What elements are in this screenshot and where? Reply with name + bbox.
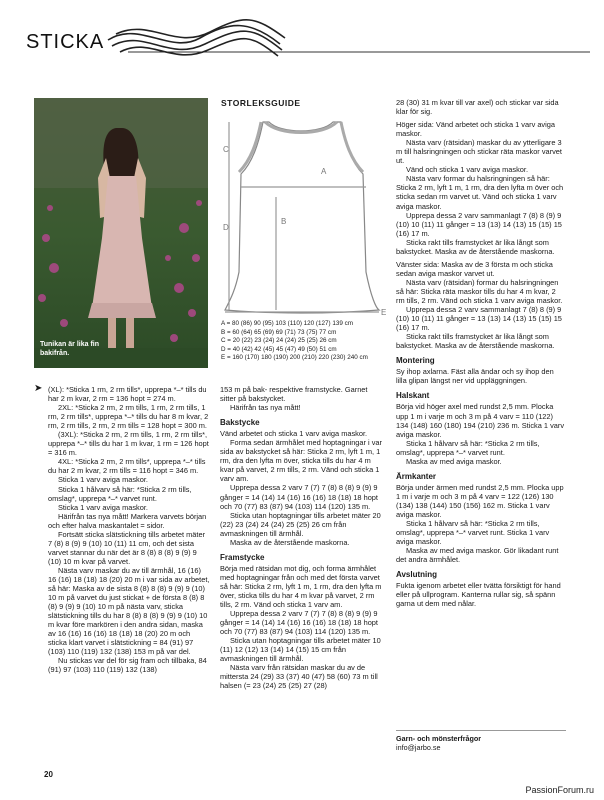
size-row-c: C = 20 (22) 23 (24) 24 (24) 25 (25) 26 cm	[221, 337, 337, 345]
paragraph: Nästa varv maskar du av till ärmhål, 16 (16) 16 (16) 18 (18) 18 (20) 20 m i var sida av arbetet, så här: Maska av de sista 8 (8) 8 (8) 9 (9) 9 (10) 10 m på varvet du just stickat + de första 8 (8) 8 (8) 9 (9) 9 (10) 10 m på nästa varv, sticka slätstickning tills du har 8 (8) 8 (8) 9 (9) 9 (10) 10 m kvar före markören i den andra sidan, maska av 16 (16) 16 (16) 18 (18) 18 (20) 20 m och sticka klart varvet i slätstickning = 84 (91) 97 (103) 110 (119) 132 (138) 153 m på var del.	[48, 565, 210, 657]
watermark: PassionForum.ru	[525, 785, 594, 795]
section-heading-framstycke: Framstycke	[220, 552, 265, 562]
contact-heading: Garn- och mönsterfrågor	[396, 734, 482, 743]
section-heading-halskant: Halskant	[396, 391, 430, 401]
section-label: STICKA	[26, 31, 105, 53]
diagram-label-d: D	[223, 223, 229, 232]
paragraph: Sticka utan hoptagningar tills arbetet mäter 10 (11) 12 (12) 13 (14) 14 (15) 15 cm från avmaskningen till ärmhål.	[220, 636, 381, 664]
paragraph: Maska av de återstående maskorna.	[230, 537, 350, 547]
section-heading-avslutning: Avslutning	[396, 570, 438, 580]
paragraph: Nästa varv formar du halsringningen så här: Sticka 2 rm, lyft 1 m, 1 rm, dra den lyfta m över och sticka sedan rm varvet ut. Vänd och sticka 1 varv aviga maskor.	[396, 174, 564, 211]
size-row-a: A = 80 (86) 90 (95) 103 (110) 120 (127) 139 cm	[221, 320, 354, 327]
photo-caption: Tunikan är lika fin bakifrån.	[40, 341, 99, 357]
paragraph: Sticka 1 varv aviga maskor.	[58, 502, 148, 512]
size-guide-title: STORLEKSGUIDE	[221, 98, 301, 108]
paragraph: Maska av med aviga maskor.	[406, 456, 502, 466]
paragraph: Maska av med aviga maskor. Gör likadant runt det andra ärmhålet.	[396, 546, 559, 565]
page-number: 20	[44, 770, 53, 779]
continuation-arrow-icon: ➤	[34, 383, 43, 394]
paragraph: Sticka 1 hålvarv så här: *Sticka 2 rm tills, omslag*, upprepa *–* varvet runt.	[396, 438, 540, 457]
paragraph: Fukta igenom arbetet eller tvätta försiktigt för hand eller på ullprogram. Kanterna rullar sig, så spänn garna ut dem med nålar.	[396, 581, 561, 609]
paragraph: 4XL: *Sticka 2 rm, 2 rm tills*, upprepa *–* tills du har 2 m kvar, 2 rm tills = 116 hopt = 346 m.	[48, 457, 206, 476]
size-row-b: B = 60 (64) 65 (69) 69 (71) 73 (75) 77 cm	[221, 328, 337, 336]
paragraph: Sticka 1 hålvarv så här: *Sticka 2 rm tills, omslag*, upprepa *–* varvet runt. Sticka 1 varv aviga maskor.	[396, 519, 550, 547]
paragraph: Börja med rätsidan mot dig, och forma ärmhålet med hoptagningar från och med det första varvet så här: Sticka 2 rm, lyft 1 m, 1 rm, dra den lyfta m över, sticka tills du har 4 m kvar på varvet, 2 rm tills, 2 rm. Vänd och sticka 1 varv am.	[220, 563, 382, 610]
paragraph: Sticka rakt tills framstycket är lika långt som bakstycket. Maska av de återstående maskorna.	[396, 237, 555, 256]
paragraph: Vänd arbetet och sticka 1 varv aviga maskor.	[220, 429, 368, 439]
pattern-column-3	[396, 98, 566, 608]
pattern-column-2	[220, 385, 385, 691]
paragraph: Sticka rakt tills framstycket är lika långt som bakstycket. Maska av de återstående maskorna.	[396, 332, 555, 351]
tunic-photo	[34, 98, 208, 368]
diagram-label-b: B	[281, 217, 287, 226]
section-heading-bakstycke: Bakstycke	[220, 418, 260, 428]
paragraph: Sticka utan hoptagningar tills arbetet mäter 20 (22) 23 (24) 24 (24) 25 (25) 26 cm från avmaskningen till ärmhål.	[220, 510, 381, 538]
pattern-column-1	[48, 385, 210, 675]
paragraph: Nästa varv (rätsidan) maskar du av ytterligare 3 m till halsringningen och stickar räta maskor varvet ut.	[396, 138, 562, 166]
paragraph: Börja vid höger axel med rundst 2,5 mm. Plocka upp 1 m i varje m och 3 m på 4 varv = 110 (122) 134 (148) 160 (180) 194 (210) 236 m. Sticka 1 varv aviga maskor.	[396, 402, 565, 439]
diagram-label-e: E	[381, 308, 387, 317]
paragraph: 153 m på bak- respektive framstycke. Garnet sitter på bakstycket.	[220, 385, 368, 404]
paragraph: Forma sedan ärmhålet med hoptagningar i var sida av bakstycket så här: Sticka 2 rm, lyft 1 m, 1 rm, dra den lyfta m över, sticka tills du har 4 m kvar på varvet, 2 rm tills, 2 rm. Vänd och sticka 1 varv am.	[220, 438, 382, 484]
paragraph: Härifrån tas nya mått! Markera varvets början och efter halva maskantalet = sidor.	[48, 511, 207, 530]
paragraph: (XL): *Sticka 1 rm, 2 rm tills*, upprepa *–* tills du har 2 m kvar, 2 rm = 136 hopt = 274 m.	[48, 385, 207, 404]
paragraph: 2XL: *Sticka 2 rm, 2 rm tills, 1 rm, 2 rm tills, 1 rm, 2 rm tills*, upprepa *–* tills du har 8 m kvar, 2 rm, 2 rm tills, 2 rm, 2 rm tills = 128 hopt = 300 m.	[48, 403, 209, 431]
section-heading-armkanter: Ärmkanter	[396, 471, 437, 481]
size-table	[221, 320, 391, 363]
diagram-label-a: A	[321, 167, 327, 176]
size-row-e: E = 160 (170) 180 (190) 200 (210) 220 (230) 240 cm	[221, 354, 368, 362]
paragraph: Fortsätt sticka slätstickning tills arbetet mäter 7 (8) 8 (9) 9 (10) 10 (11) 11 cm, och det sista varvet stannar du när det är 8 (8) 8 (8) 9 (9) 9 (10) 10 m kvar på varvet.	[48, 529, 206, 566]
contact-email[interactable]: info@jarbo.se	[396, 743, 441, 752]
paragraph: Nästa varv (rätsidan) formar du halsringningen så här: Sticka räta maskor tills du har 4 m kvar, 2 rm tills, 2 rm. Vänd och sticka 1 varv aviga maskor.	[396, 277, 563, 305]
paragraph: Upprepa dessa 2 varv 7 (7) 7 (8) 8 (8) 9 (9) 9 gånger = 14 (14) 14 (16) 16 (16) 18 (18) 18 hopt och 70 (77) 83 (87) 94 (103) 114 (120) 135 m.	[220, 483, 378, 511]
paragraph: Höger sida: Vänd arbetet och sticka 1 varv aviga maskor.	[396, 120, 555, 139]
paragraph: Upprepa dessa 2 varv sammanlagt 7 (8) 8 (9) 9 (10) 10 (11) 11 gånger = 13 (13) 14 (13) 15 (15) 15 (16) 17 m.	[396, 210, 562, 238]
contact-box	[396, 730, 566, 752]
paragraph: 28 (30) 31 m kvar till var axel) och stickar var sida klar för sig.	[396, 98, 559, 117]
tunic-schematic	[221, 112, 391, 317]
paragraph: Nästa varv från rätsidan maskar du av de mittersta 24 (29) 33 (37) 40 (47) 58 (60) 73 m till halsen (= 23 (24) 25 (25) 27 (28)	[220, 663, 378, 691]
paragraph: Sticka 1 varv aviga maskor.	[58, 475, 148, 485]
paragraph: Härifrån tas nya mått!	[230, 403, 301, 413]
section-heading-montering: Montering	[396, 356, 435, 366]
paragraph: Vänd och sticka 1 varv aviga maskor.	[406, 165, 529, 175]
paragraph: Upprepa dessa 2 varv sammanlagt 7 (8) 8 (9) 9 (10) 10 (11) 11 gånger = 13 (13) 14 (13) 15 (15) 15 (16) 17 m.	[396, 305, 562, 333]
paragraph: (3XL): *Sticka 2 rm, 2 rm tills, 1 rm, 2 rm tills*, upprepa *–* tills du har 1 m kvar, 1 rm = 126 hopt = 316 m.	[48, 430, 209, 458]
paragraph: Börja under ärmen med rundst 2,5 mm. Plocka upp 1 m i varje m och 3 m på 4 varv = 122 (126) 130 (134) 138 (144) 150 (156) 162 m. Sticka 1 varv aviga maskor.	[396, 482, 564, 519]
paragraph: Upprepa dessa 2 varv 7 (7) 7 (8) 8 (8) 9 (9) 9 gånger = 14 (14) 14 (16) 16 (16) 18 (18) 18 hopt och 70 (77) 83 (87) 94 (103) 114 (120) 135 m.	[220, 609, 378, 637]
size-row-d: D = 40 (42) 42 (45) 45 (47) 49 (50) 51 cm	[221, 345, 337, 353]
diagram-label-c: C	[223, 145, 229, 154]
yarn-skein-icon	[108, 20, 285, 56]
paragraph: Vänster sida: Maska av de 3 första m och sticka sedan aviga maskor varvet ut.	[396, 259, 553, 278]
paragraph: Sy ihop axlarna. Fäst alla ändar och sy ihop den lilla glipan längst ner vid uppläggningen.	[396, 367, 554, 386]
paragraph: Sticka 1 hålvarv så här: *Sticka 2 rm tills, omslag*, upprepa *–* varvet runt.	[48, 484, 192, 503]
paragraph: Nu stickas var del för sig fram och tillbaka, 84 (91) 97 (103) 110 (119) 132 (138)	[48, 656, 207, 675]
